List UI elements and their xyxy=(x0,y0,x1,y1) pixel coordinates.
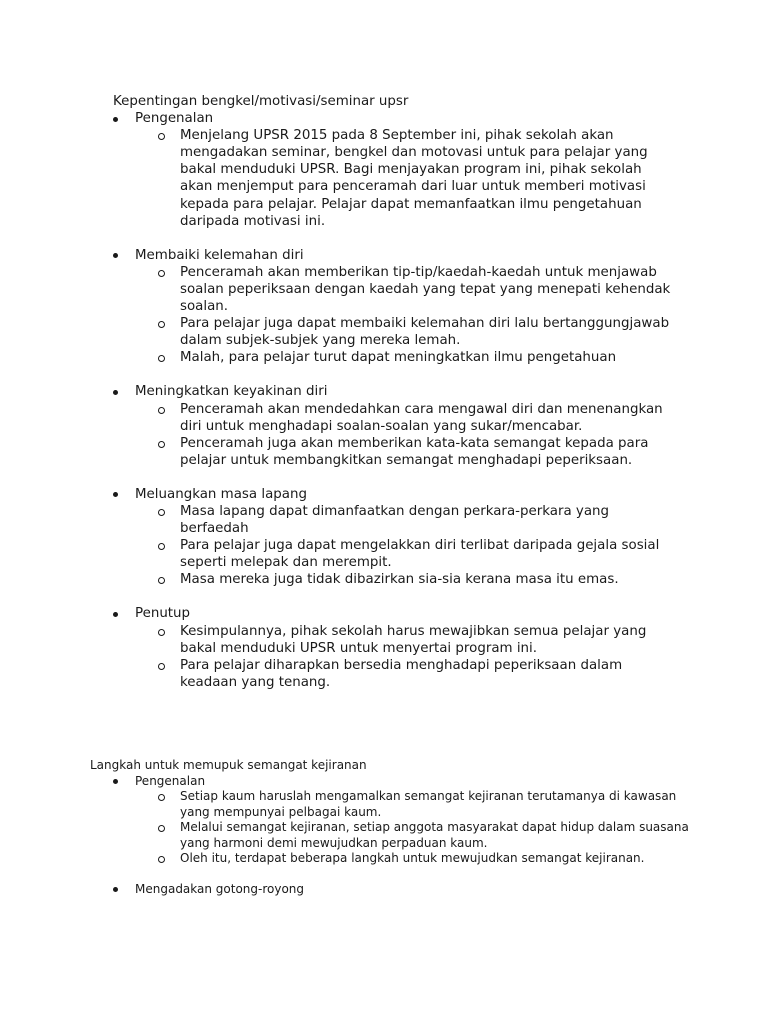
subpoint-item: Penceramah akan mendedahkan cara mengawal diri dan menenangkan diri untuk menghadapi soalan-soalan yang sukar/mencabar. xyxy=(158,401,673,435)
topic-label: Meluangkan masa lapang xyxy=(135,486,307,502)
subpoint-item: Para pelajar juga dapat membaiki kelemahan diri lalu bertanggungjawab dalam subjek-subjek yang mereka lemah. xyxy=(158,315,673,349)
topic-item xyxy=(113,486,673,589)
topic-label: Pengenalan xyxy=(135,773,206,788)
subpoint-item: Para pelajar juga dapat mengelakkan diri terlibat daripada gejala sosial seperti melepak dan merempit. xyxy=(158,537,673,571)
subpoint-item: Penceramah akan memberikan tip-tip/kaedah-kaedah untuk menjawab soalan peperiksaan dengan kaedah yang tepat yang menepati kehendak soalan. xyxy=(158,264,673,315)
topic-label: Membaiki kelemahan diri xyxy=(135,247,304,263)
topic-list xyxy=(113,774,690,898)
subpoint-item: Para pelajar diharapkan bersedia menghadapi peperiksaan dalam keadaan yang tenang. xyxy=(158,657,673,691)
subpoint-list xyxy=(135,623,673,691)
topic-item xyxy=(113,882,690,898)
subpoint-item: Masa mereka juga tidak dibazirkan sia-sia kerana masa itu emas. xyxy=(158,571,673,588)
subpoint-list xyxy=(135,503,673,588)
subpoint-list xyxy=(135,401,673,469)
subpoint-item: Oleh itu, terdapat beberapa langkah untuk mewujudkan semangat kejiranan. xyxy=(158,851,690,867)
topic-item xyxy=(113,383,673,468)
subpoint-item: Penceramah juga akan memberikan kata-kata semangat kepada para pelajar untuk membangkitkan semangat menghadapi peperiksaan. xyxy=(158,435,673,469)
subpoint-item: Masa lapang dapat dimanfaatkan dengan perkara-perkara yang berfaedah xyxy=(158,503,673,537)
subpoint-list xyxy=(135,127,673,230)
subpoint-item: Malah, para pelajar turut dapat meningkatkan ilmu pengetahuan xyxy=(158,349,673,366)
section-langkah xyxy=(90,758,690,897)
topic-list xyxy=(113,110,673,691)
topic-item xyxy=(113,247,673,367)
subpoint-list xyxy=(135,264,673,367)
topic-item xyxy=(113,110,673,230)
section-kepentingan xyxy=(113,93,673,691)
topic-item xyxy=(113,774,690,867)
section-title: Kepentingan bengkel/motivasi/seminar upsr xyxy=(113,94,409,109)
topic-label: Meningkatkan keyakinan diri xyxy=(135,384,328,400)
subpoint-item: Kesimpulannya, pihak sekolah harus mewajibkan semua pelajar yang bakal menduduki UPSR untuk menyertai program ini. xyxy=(158,623,673,657)
topic-label: Pengenalan xyxy=(135,111,214,127)
topic-item xyxy=(113,605,673,690)
subpoint-item: Menjelang UPSR 2015 pada 8 September ini, pihak sekolah akan mengadakan seminar, bengkel dan motovasi untuk para pelajar yang bakal menduduki UPSR. Bagi menjayakan program ini, pihak sekolah akan menjemput para penceramah dari luar untuk memberi motivasi kepada para pelajar. Pelajar dapat memanfaatkan ilmu pengetahuan daripada motivasi ini. xyxy=(158,127,673,230)
subpoint-list xyxy=(135,789,690,867)
section-title: Langkah untuk memupuk semangat kejiranan xyxy=(90,758,367,772)
subpoint-item: Melalui semangat kejiranan, setiap anggota masyarakat dapat hidup dalam suasana yang harmoni demi mewujudkan perpaduan kaum. xyxy=(158,820,690,851)
topic-label: Penutup xyxy=(135,606,191,622)
subpoint-item: Setiap kaum haruslah mengamalkan semangat kejiranan terutamanya di kawasan yang mempunyai pelbagai kaum. xyxy=(158,789,690,820)
topic-label: Mengadakan gotong-royong xyxy=(135,881,305,896)
